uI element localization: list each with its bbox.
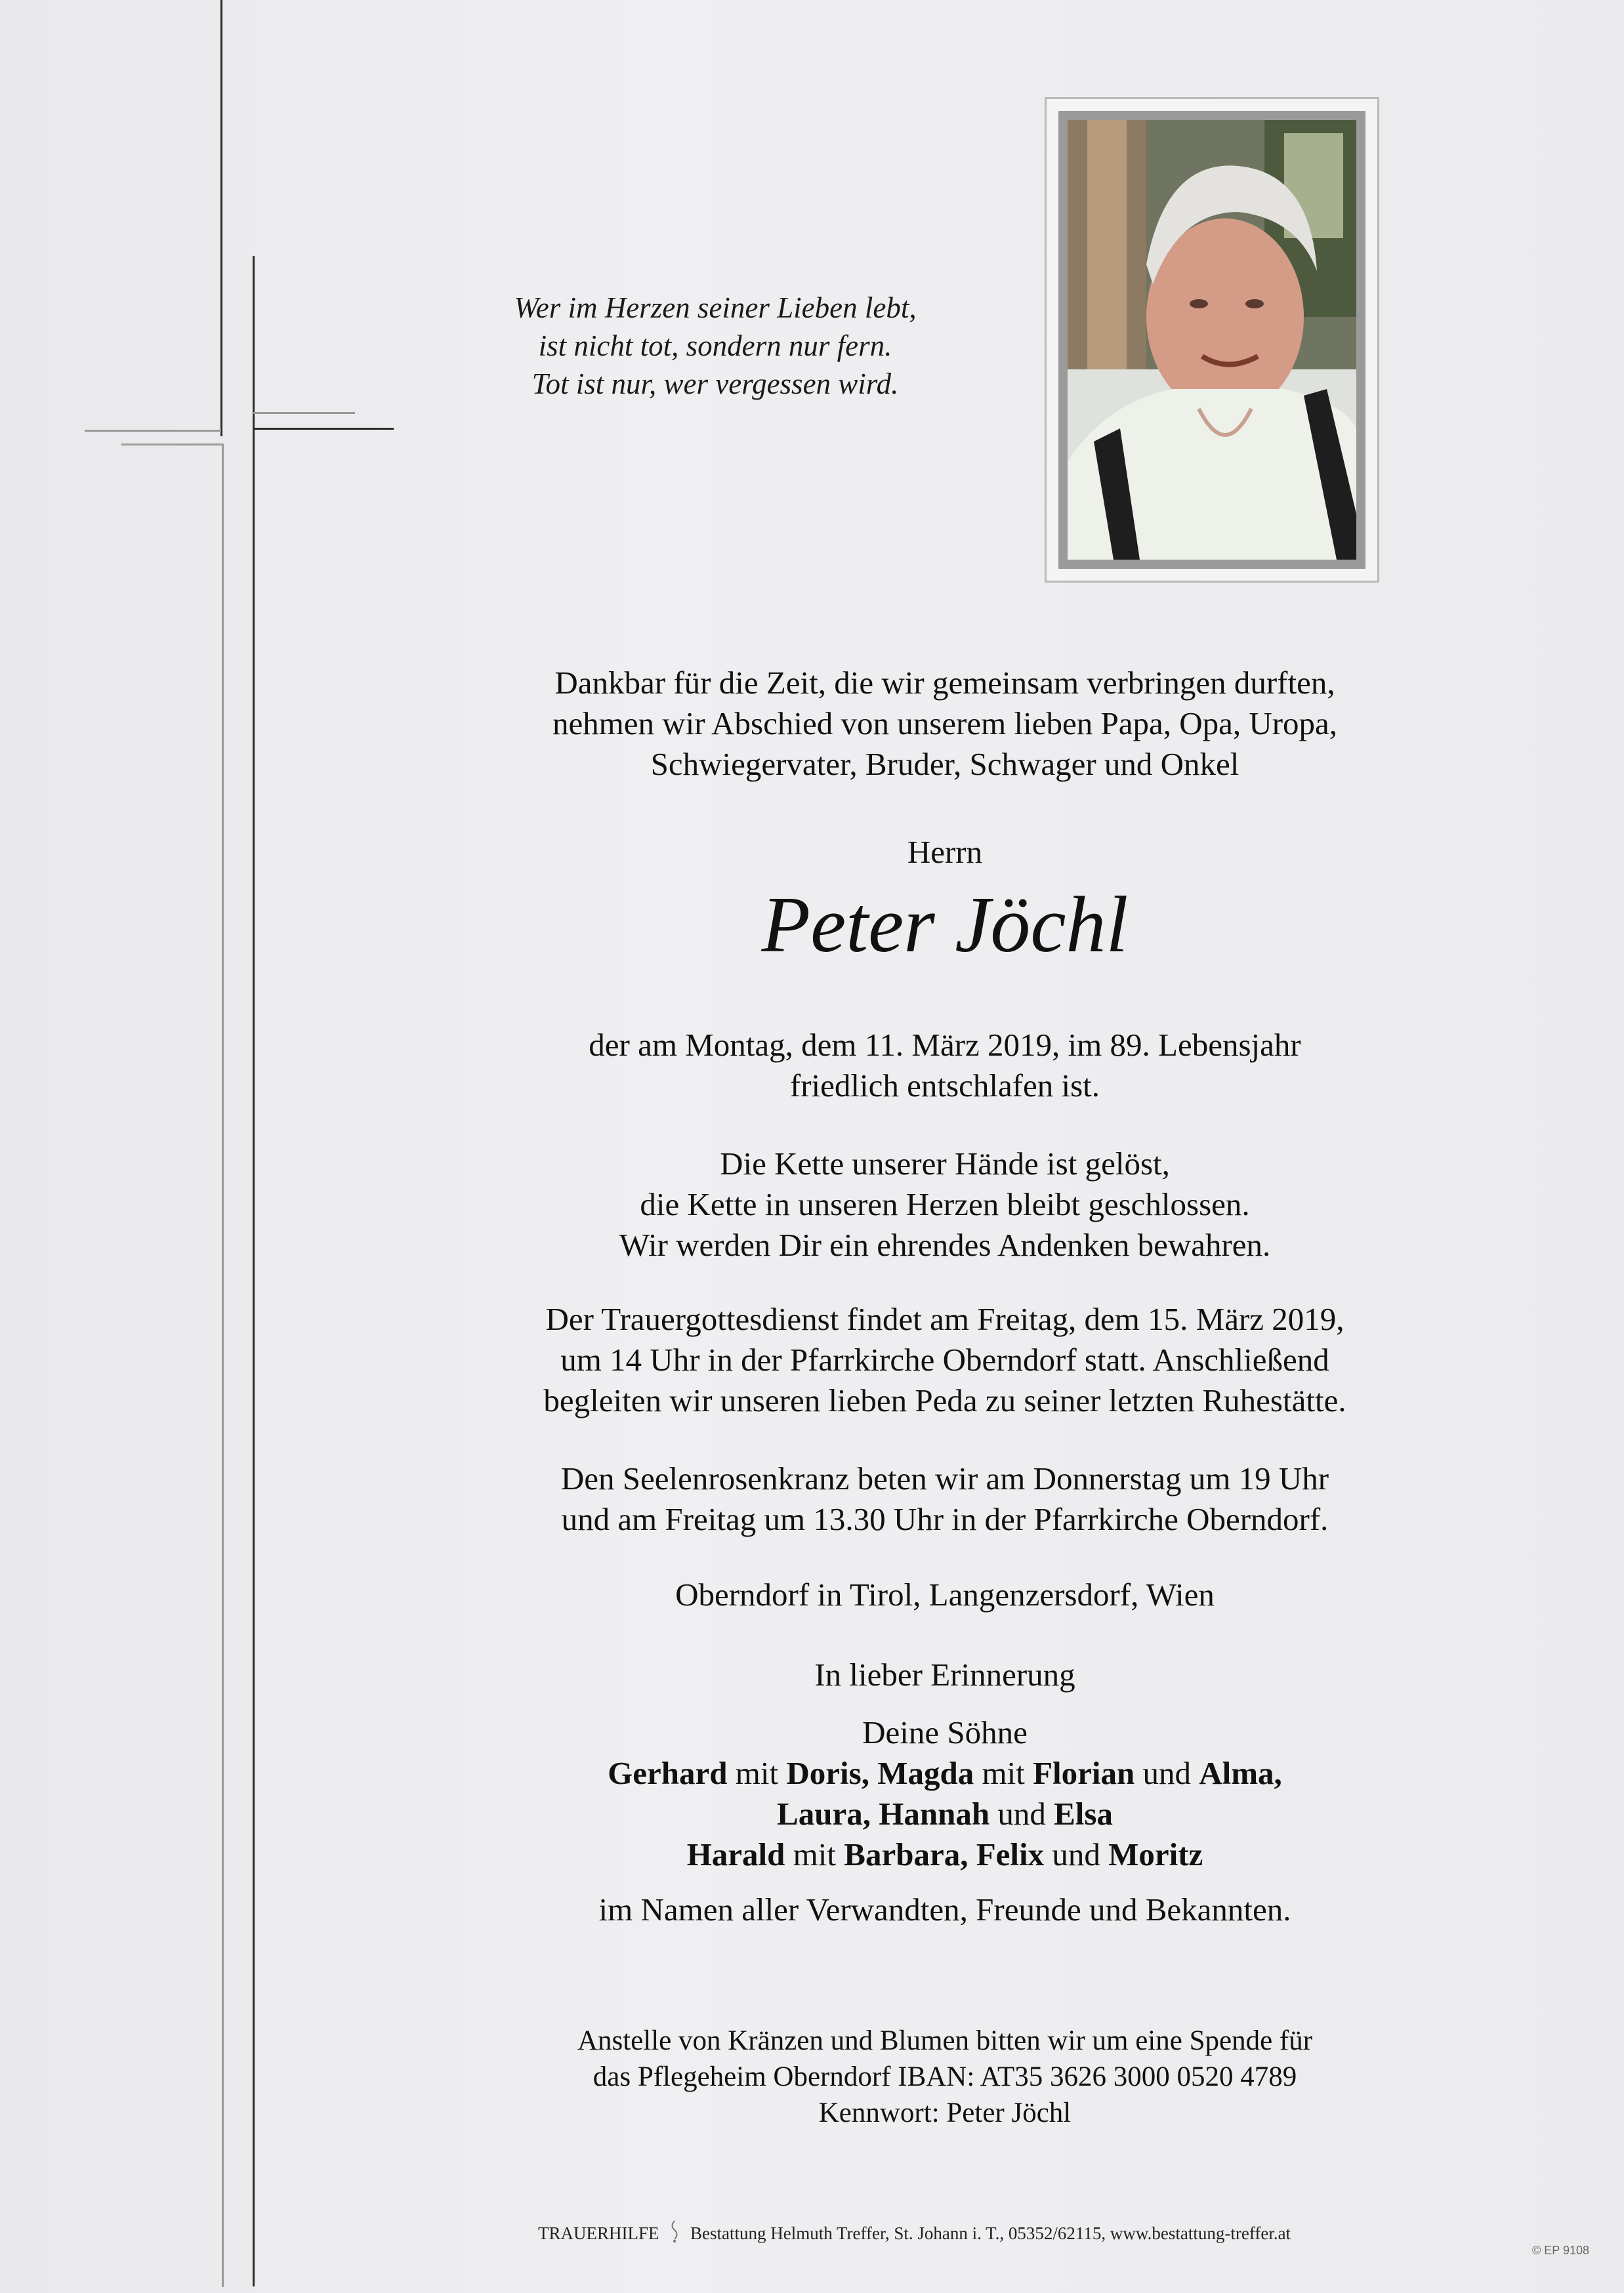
connector: und bbox=[1135, 1755, 1199, 1791]
family-name: Laura, Hannah bbox=[777, 1796, 990, 1832]
intro-line-3: Schwiegervater, Bruder, Schwager und Onkel bbox=[650, 746, 1239, 782]
intro-line-1: Dankbar für die Zeit, die wir gemeinsam verbringen durften, bbox=[554, 665, 1335, 701]
relatives-text: im Namen aller Verwandten, Freunde und Bekannten. bbox=[598, 1891, 1291, 1928]
service-line-3: begleiten wir unseren lieben Peda zu seiner letzten Ruhestätte. bbox=[543, 1382, 1346, 1418]
quote-line-1: Wer im Herzen seiner Lieben lebt, bbox=[514, 291, 917, 324]
document-code: © EP 9108 bbox=[1532, 2244, 1589, 2257]
cross-horizontal-line-upper bbox=[85, 430, 221, 432]
portrait-frame bbox=[1045, 97, 1379, 583]
quote-line-3: Tot ist nur, wer vergessen wird. bbox=[531, 367, 899, 400]
connector: und bbox=[989, 1796, 1054, 1832]
donation-line-2: das Pflegeheim Oberndorf IBAN: AT35 3626 3000 0520 4789 bbox=[593, 2061, 1297, 2092]
portrait-photo bbox=[1068, 120, 1356, 560]
rosary bbox=[459, 1458, 1430, 1540]
verse-line-3: Wir werden Dir ein ehrendes Andenken bewahren. bbox=[619, 1227, 1271, 1263]
quote bbox=[420, 289, 1010, 403]
connector: mit bbox=[727, 1755, 787, 1791]
service-line-1: Der Trauergottesdienst findet am Freitag, dem 15. März 2019, bbox=[545, 1301, 1344, 1337]
salutation bbox=[459, 832, 1430, 873]
service-line-2: um 14 Uhr in der Pfarrkirche Oberndorf statt. Anschließend bbox=[560, 1342, 1329, 1378]
family-name: Barbara, Felix bbox=[844, 1836, 1045, 1872]
cross-horizontal-line-right-short bbox=[253, 412, 355, 414]
relatives bbox=[459, 1890, 1430, 1930]
funeral-service bbox=[459, 1299, 1430, 1421]
cross-vertical-line-right bbox=[253, 256, 255, 2286]
death-line-2: friedlich entschlafen ist. bbox=[789, 1067, 1100, 1104]
quote-line-2: ist nicht tot, sondern nur fern. bbox=[538, 329, 892, 362]
cross-vertical-line-left bbox=[220, 0, 222, 436]
family-name: Doris, Magda bbox=[786, 1755, 974, 1791]
intro-line-2: nehmen wir Abschied von unserem lieben Papa, Opa, Uropa, bbox=[552, 705, 1338, 741]
death-line-1: der am Montag, dem 11. März 2019, im 89. Lebensjahr bbox=[589, 1027, 1301, 1063]
portrait-image bbox=[1068, 120, 1356, 560]
family-name: Moritz bbox=[1108, 1836, 1203, 1872]
family-name: Alma, bbox=[1199, 1755, 1282, 1791]
salutation-text: Herrn bbox=[907, 834, 983, 870]
donation-line-3: Kennwort: Peter Jöchl bbox=[818, 2097, 1072, 2128]
family-line-2 bbox=[459, 1794, 1430, 1834]
verse bbox=[459, 1144, 1430, 1266]
family-line-1 bbox=[459, 1753, 1430, 1794]
family-line-3 bbox=[459, 1834, 1430, 1875]
places bbox=[459, 1575, 1430, 1615]
intro-paragraph bbox=[459, 663, 1430, 785]
verse-line-1: Die Kette unserer Hände ist gelöst, bbox=[720, 1146, 1170, 1182]
family-name: Florian bbox=[1033, 1755, 1135, 1791]
portrait-mat bbox=[1058, 111, 1365, 569]
donation-request bbox=[459, 2023, 1430, 2131]
family-name: Harald bbox=[686, 1836, 785, 1872]
footer bbox=[538, 2220, 1291, 2244]
family-name: Elsa bbox=[1054, 1796, 1113, 1832]
deceased-name-text: Peter Jöchl bbox=[761, 880, 1129, 969]
memory bbox=[459, 1655, 1430, 1695]
footer-brand: TRAUERHILFE bbox=[538, 2223, 659, 2243]
cross-vertical-line-left-lower bbox=[222, 444, 224, 2287]
connector: und bbox=[1044, 1836, 1109, 1872]
family-block bbox=[459, 1712, 1430, 1875]
family-name: Gerhard bbox=[608, 1755, 728, 1791]
sons-label: Deine Söhne bbox=[862, 1714, 1028, 1750]
deceased-name bbox=[459, 879, 1430, 971]
connector: mit bbox=[974, 1755, 1033, 1791]
death-notice bbox=[459, 1025, 1430, 1106]
footer-text: Bestattung Helmuth Treffer, St. Johann i. T., 05352/62115, www.bestattung-treffer.at bbox=[690, 2223, 1291, 2243]
trauerhilfe-logo-icon bbox=[667, 2220, 682, 2243]
donation-line-1: Anstelle von Kränzen und Blumen bitten wir um eine Spende für bbox=[577, 2025, 1313, 2056]
cross-horizontal-line-lower bbox=[121, 444, 222, 445]
rosary-line-2: und am Freitag um 13.30 Uhr in der Pfarrkirche Oberndorf. bbox=[561, 1501, 1329, 1537]
cross-horizontal-line-right bbox=[253, 428, 394, 430]
rosary-line-1: Den Seelenrosenkranz beten wir am Donnerstag um 19 Uhr bbox=[560, 1460, 1329, 1497]
verse-line-2: die Kette in unseren Herzen bleibt geschlossen. bbox=[640, 1186, 1250, 1222]
connector: mit bbox=[785, 1836, 844, 1872]
memory-text: In lieber Erinnerung bbox=[814, 1657, 1075, 1693]
places-text: Oberndorf in Tirol, Langenzersdorf, Wien bbox=[675, 1577, 1215, 1613]
